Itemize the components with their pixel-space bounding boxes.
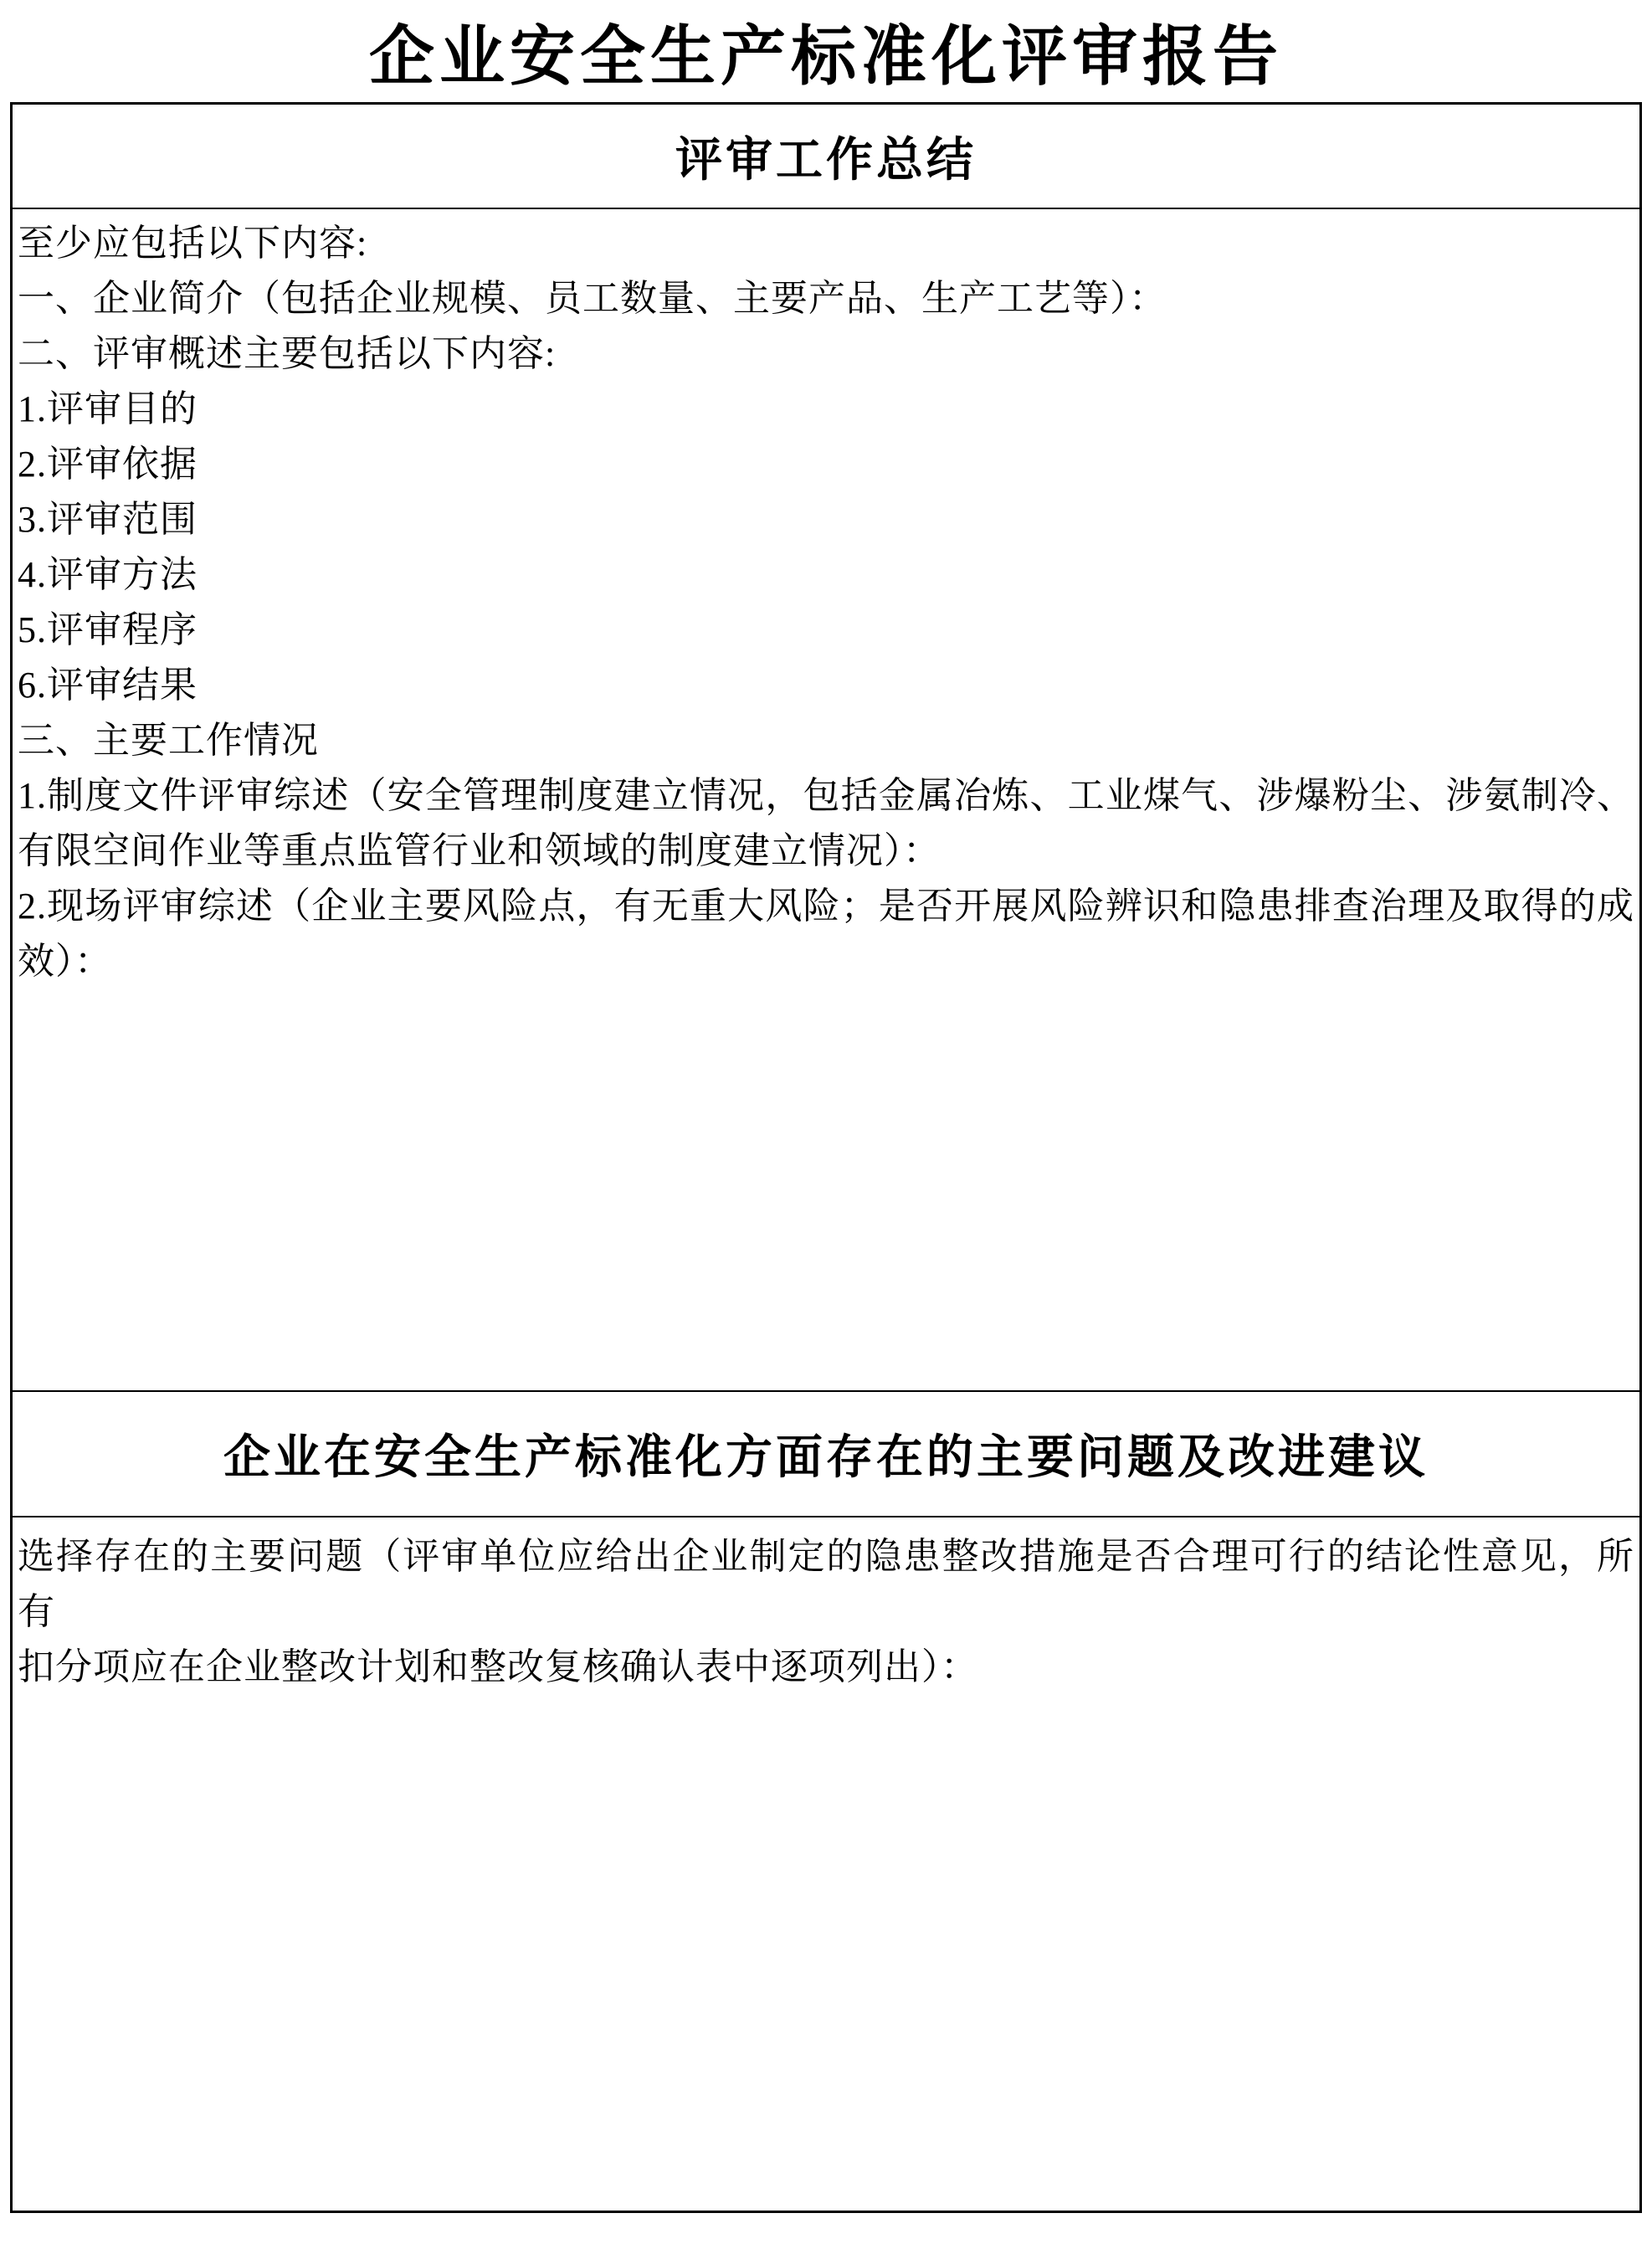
problems-lines bbox=[18, 1529, 1634, 1695]
text-line: 选择存在的主要问题（评审单位应给出企业制定的隐患整改措施是否合理可行的结论性意见，所有 bbox=[18, 1536, 1634, 1632]
text-line: 二、评审概述主要包括以下内容: bbox=[18, 333, 557, 374]
text-line: 三、主要工作情况 bbox=[18, 720, 319, 761]
page-title: 企业安全生产标准化评审报告 bbox=[368, 20, 1283, 93]
text-line: 有限空间作业等重点监管行业和领域的制度建立情况）： bbox=[18, 830, 941, 871]
text-line: 2.评审依据 bbox=[18, 444, 198, 485]
text-line: 1.评审目的 bbox=[18, 388, 198, 429]
summary-lines bbox=[18, 216, 1634, 989]
text-line: 3.评审范围 bbox=[18, 499, 198, 540]
text-line: 至少应包括以下内容: bbox=[18, 223, 368, 264]
review-summary-content bbox=[13, 209, 1639, 1392]
text-line: 扣分项应在企业整改计划和整改复核确认表中逐项列出）： bbox=[18, 1646, 978, 1687]
text-line: 效）： bbox=[18, 941, 112, 982]
section-header-review-summary: 评审工作总结 bbox=[13, 105, 1639, 209]
section-header-problems-suggestions: 企业在安全生产标准化方面存在的主要问题及改进建议 bbox=[13, 1392, 1639, 1517]
problems-content bbox=[13, 1517, 1639, 2211]
text-line: 4.评审方法 bbox=[18, 554, 198, 595]
text-line: 5.评审程序 bbox=[18, 609, 198, 650]
text-line: 一、企业简介（包括企业规模、员工数量、主要产品、生产工艺等）： bbox=[18, 278, 1167, 319]
report-table bbox=[10, 102, 1642, 2213]
text-line: 1.制度文件评审综述（安全管理制度建立情况，包括金属冶炼、工业煤气、涉爆粉尘、涉氨制冷、 bbox=[18, 775, 1634, 816]
text-line: 6.评审结果 bbox=[18, 665, 198, 706]
text-line: 2.现场评审综述（企业主要风险点，有无重大风险；是否开展风险辨识和隐患排查治理及取得的成 bbox=[18, 886, 1634, 927]
